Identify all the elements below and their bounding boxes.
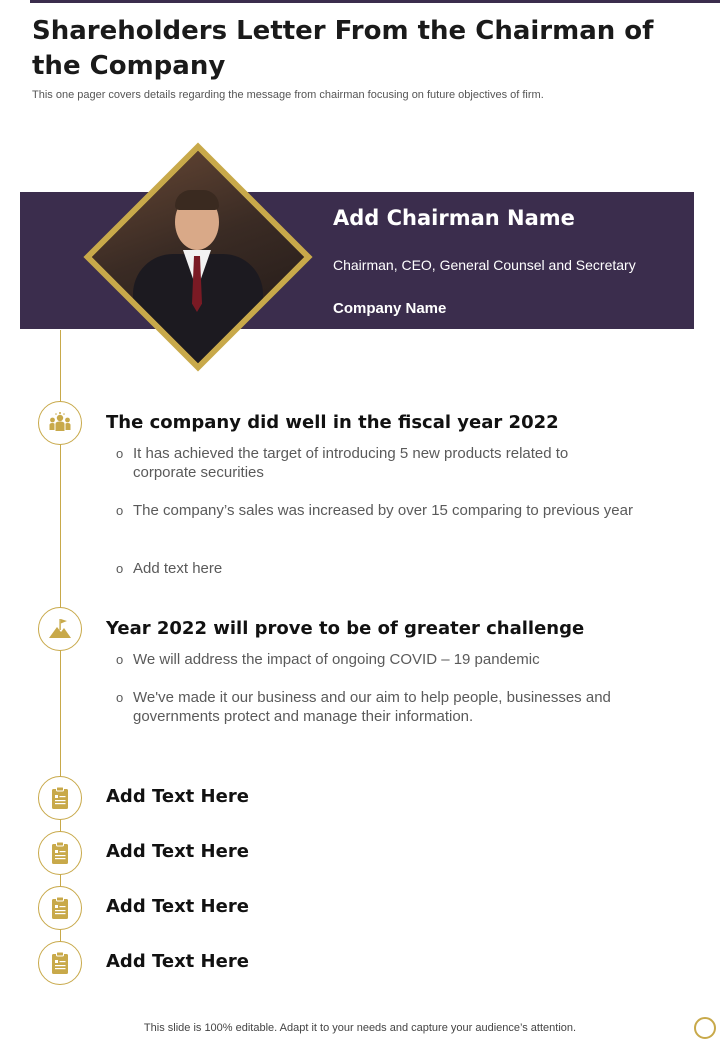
item-label: Add Text Here [106, 951, 249, 972]
chairman-role: Chairman, CEO, General Counsel and Secretary [333, 257, 636, 273]
clipboard-icon [38, 831, 82, 875]
page-title: Shareholders Letter From the Chairman of the Company [32, 16, 654, 81]
top-rule [0, 0, 720, 3]
item-label: Add Text Here [106, 786, 249, 807]
clipboard-icon [38, 886, 82, 930]
clipboard-icon [38, 776, 82, 820]
footer-note: This slide is 100% editable. Adapt it to your needs and capture your audience’s attention. [143, 1022, 577, 1034]
chairman-photo [92, 151, 304, 363]
team-icon [38, 401, 82, 445]
chairman-photo-frame [83, 142, 312, 371]
item-label: Add Text Here [106, 841, 249, 862]
item-label: Add Text Here [106, 896, 249, 917]
chairman-company: Company Name [333, 300, 447, 317]
chairman-name: Add Chairman Name [333, 206, 575, 230]
clipboard-icon [38, 941, 82, 985]
page-subtitle: This one pager covers details regarding the message from chairman focusing on future objectives of firm. [32, 89, 544, 101]
section-heading: Year 2022 will prove to be of greater challenge [106, 618, 585, 639]
corner-circle-icon [694, 1017, 716, 1039]
section-heading: The company did well in the fiscal year 2022 [106, 412, 559, 433]
mountain-flag-icon [38, 607, 82, 651]
